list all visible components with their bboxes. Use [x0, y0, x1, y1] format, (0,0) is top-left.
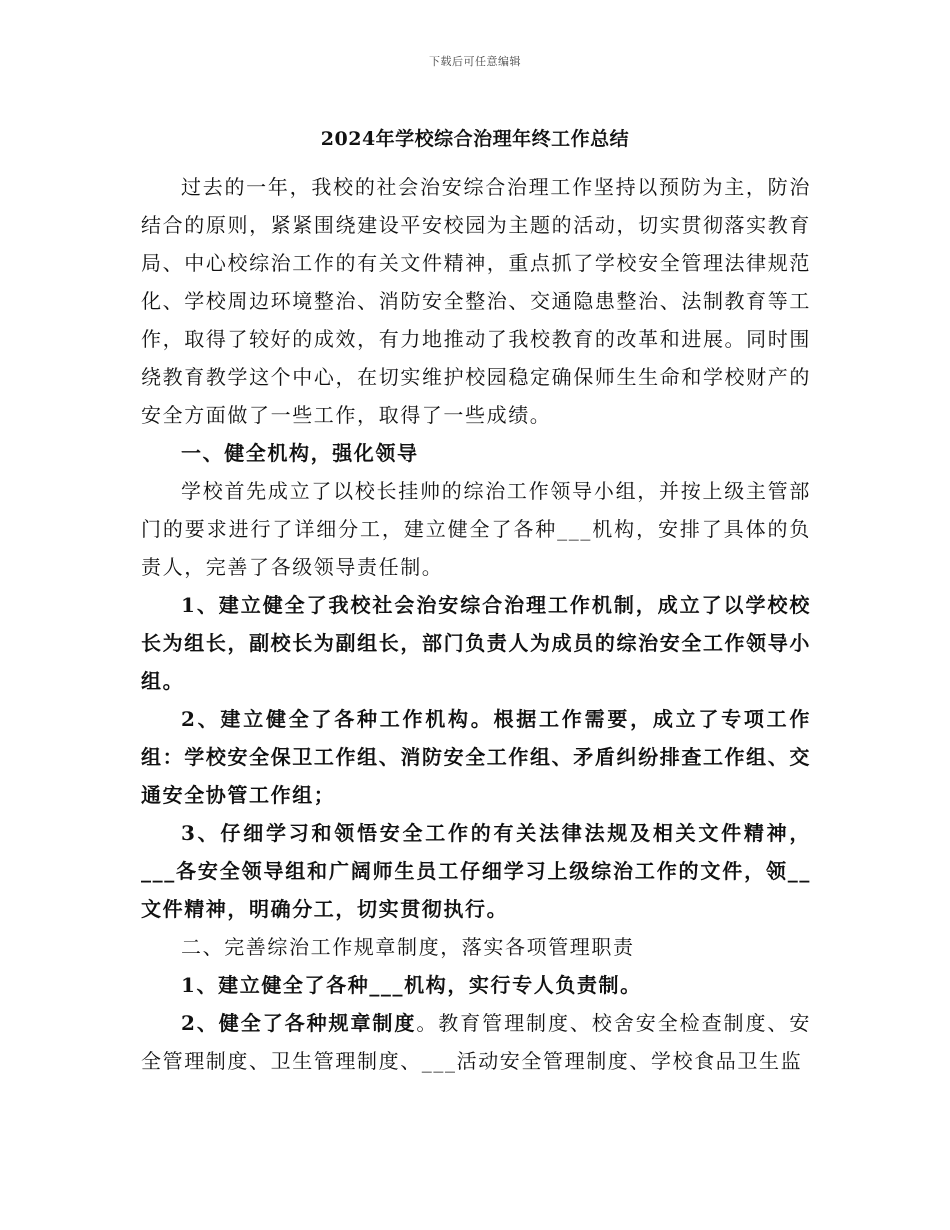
section-heading-2: 二、完善综治工作规章制度，落实各项管理职责	[181, 935, 635, 959]
paragraph-rule-2	[141, 1004, 811, 1080]
paragraph-rule-1: 1、建立健全了各种___机构，实行专人负责制。	[181, 973, 642, 997]
paragraph-organization: 学校首先成立了以校长挂帅的综治工作领导小组，并按上级主管部门的要求进行了详细分工，建立健全了各种___机构，安排了具体的负责人，完善了各级领导责任制。	[141, 479, 811, 579]
document-title: 2024年学校综合治理年终工作总结	[320, 128, 630, 150]
header-note: 下载后可任意编辑	[429, 55, 521, 68]
paragraph-intro: 过去的一年，我校的社会治安综合治理工作坚持以预防为主，防治结合的原则，紧紧围绕建设平安校园为主题的活动，切实贯彻落实教育局、中心校综治工作的有关文件精神，重点抓了学校安全管理法律规范化、学校周边环境整治、消防安全整治、交通隐患整治、法制教育等工作，取得了较好的成效，有力地推动了我校教育的改革和进展。同时围绕教育教学这个中心，在切实维护校园稳定确保师生生命和学校财产的安全方面做了一些工作，取得了一些成绩。	[141, 175, 811, 427]
paragraph-rule-2-body: 。教育管理制度、校舍安全检查制度、安全管理制度、卫生管理制度、___活动安全管理制度、学校食品卫生监	[141, 1011, 811, 1073]
paragraph-item-2: 2、建立健全了各种工作机构。根据工作需要，成立了专项工作组：学校安全保卫工作组、消防安全工作组、矛盾纠纷排查工作组、交通安全协管工作组；	[141, 707, 811, 807]
paragraph-rule-2-lead: 2、健全了各种规章制度	[181, 1011, 417, 1035]
paragraph-item-3: 3、仔细学习和领悟安全工作的有关法律法规及相关文件精神，___各安全领导组和广阔师生员工仔细学习上级综治工作的文件，领__文件精神，明确分工，切实贯彻执行。	[141, 821, 811, 921]
section-heading-1: 一、健全机构，强化领导	[181, 441, 419, 465]
paragraph-item-1: 1、建立健全了我校社会治安综合治理工作机制，成立了以学校校长为组长，副校长为副组长，部门负责人为成员的综治安全工作领导小组。	[141, 593, 811, 693]
document-body	[141, 168, 811, 1080]
